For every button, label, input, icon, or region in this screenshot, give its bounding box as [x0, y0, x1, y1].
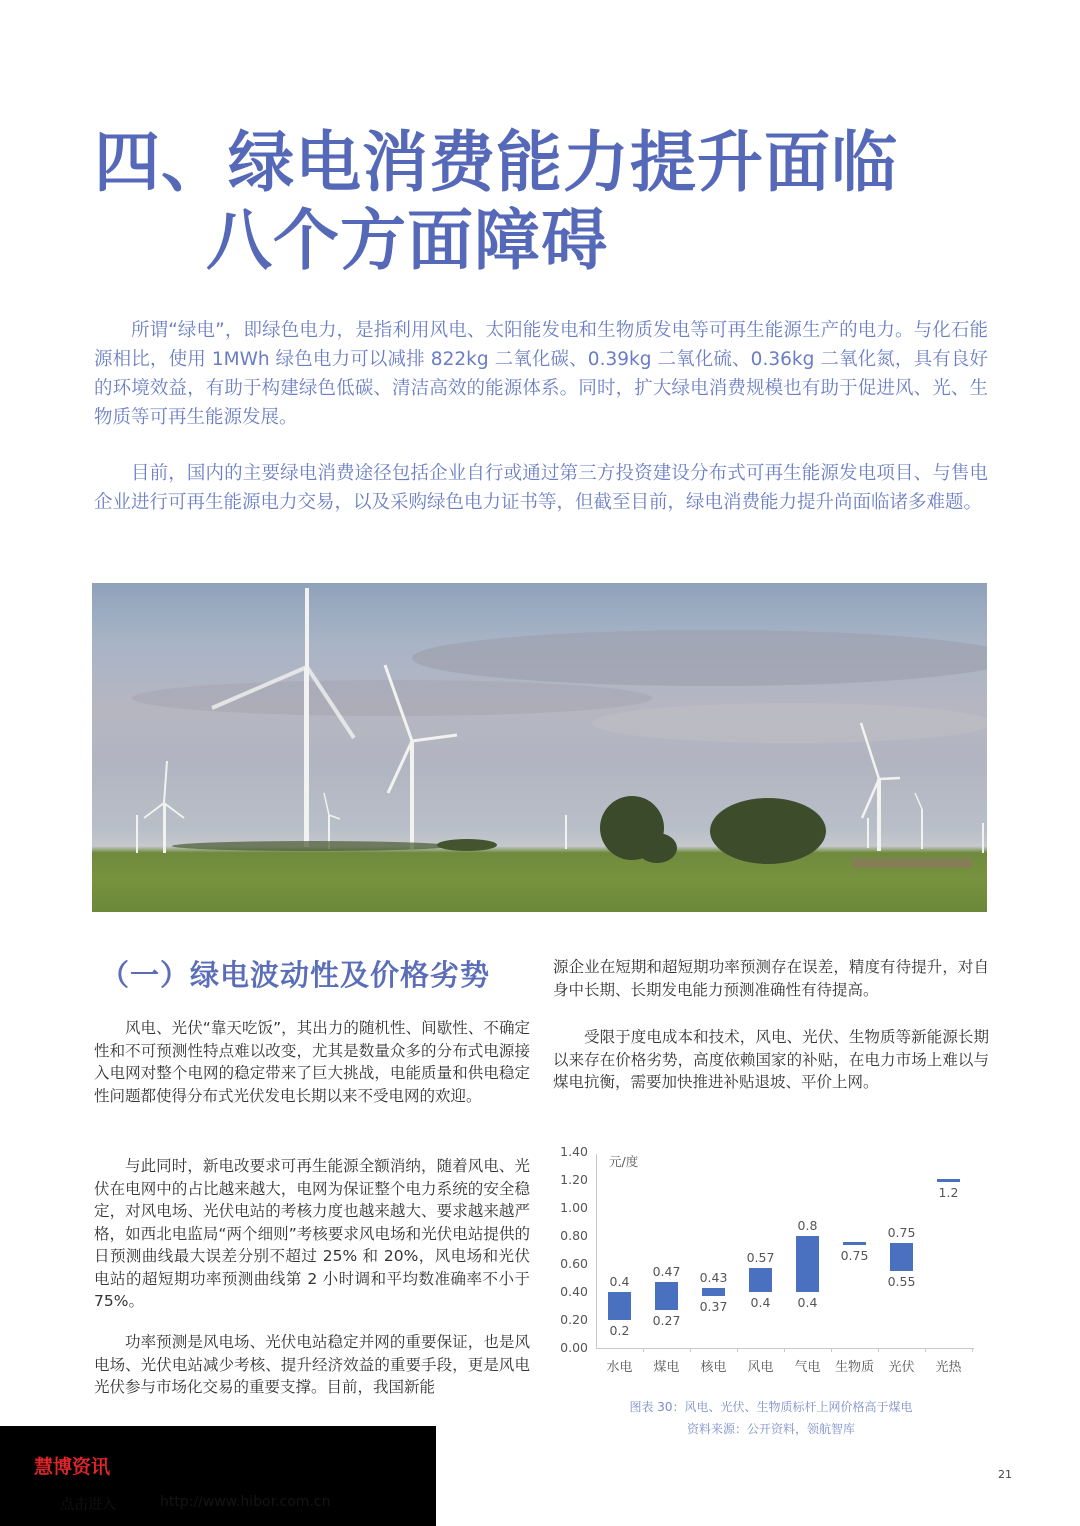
range-bar [937, 1179, 960, 1182]
x-axis [596, 1348, 974, 1349]
x-tick-label: 煤电 [653, 1360, 680, 1375]
y-tick-label: 0.20 [560, 1312, 588, 1327]
x-tick-mark [690, 1348, 691, 1352]
wind-farm-photo [92, 583, 987, 912]
bar-high-label: 0.57 [746, 1250, 775, 1266]
right-paragraph-2: 受限于度电成本和技术，风电、光伏、生物质等新能源长期以来存在价格劣势，高度依赖国家的补贴，在电力市场上难以与煤电抗衡，需要加快推进补贴退坡、平价上网。 [553, 1028, 989, 1091]
x-tick-label: 光伏 [888, 1360, 915, 1375]
wind-turbines-illustration [92, 583, 987, 912]
range-bar [796, 1236, 819, 1292]
bar-low-label: 0.37 [699, 1299, 728, 1315]
chart-source: 资料来源：公开资料，领航智库 [686, 1422, 855, 1436]
left-paragraph-3: 功率预测是风电场、光伏电站稳定并网的重要保证，也是风电场、光伏电站减少考核、提升经济效益的重要手段，更是风电光伏参与市场化交易的重要支撑。目前，我国新能 [94, 1333, 530, 1396]
range-bar [702, 1288, 725, 1296]
price-range-chart [548, 1140, 988, 1380]
x-tick-label: 水电 [606, 1360, 633, 1375]
y-tick-label: 0.40 [560, 1284, 588, 1299]
y-tick-label: 0.60 [560, 1256, 588, 1271]
chart-caption: 图表 30：风电、光伏、生物质标杆上网价格高于煤电 [629, 1400, 913, 1414]
range-bar [890, 1243, 913, 1271]
x-tick-mark [925, 1348, 926, 1352]
x-tick-mark [784, 1348, 785, 1352]
x-tick-label: 风电 [747, 1360, 774, 1375]
x-tick-mark [831, 1348, 832, 1352]
y-axis [596, 1154, 597, 1348]
y-tick-label: 1.20 [560, 1172, 588, 1187]
range-bar [843, 1242, 866, 1245]
x-tick-mark [878, 1348, 879, 1352]
y-tick-label: 0.80 [560, 1228, 588, 1243]
bar-low-label: 0.27 [652, 1313, 681, 1329]
intro-paragraph-1: 所谓“绿电”，即绿色电力，是指利用风电、太阳能发电和生物质发电等可再生能源生产的电力。与化石能源相比，使用 1MWh 绿色电力可以减排 822kg 二氧化碳、0.39kg 二氧化硫、0.36kg 二氧化氮，具有良好的环境效益，有助于构建绿色低碳、清洁高效的能源体系。同时，扩大绿电消费规模也有助于促进风、光、生物质等可再生能源发展。 [94, 320, 988, 428]
intro-paragraph-2: 目前，国内的主要绿电消费途径包括企业自行或通过第三方投资建设分布式可再生能源发电项目、与售电企业进行可再生能源电力交易，以及采购绿色电力证书等，但截至目前，绿电消费能力提升尚面临诸多难题。 [94, 463, 988, 513]
page-number: 21 [998, 1468, 1012, 1481]
bar-high-label: 0.43 [699, 1269, 728, 1285]
y-tick-label: 1.00 [560, 1200, 588, 1215]
x-tick-mark [643, 1348, 644, 1352]
x-tick-mark [972, 1348, 973, 1352]
bar-low-label: 0.4 [750, 1295, 771, 1310]
bar-low-label: 0.75 [840, 1247, 869, 1263]
left-paragraph-1: 风电、光伏“靠天吃饭”，其出力的随机性、间歇性、不确定性和不可预测性特点难以改变，尤其是数量众多的分布式电源接入电网对整个电网的稳定带来了巨大挑战，电能质量和供电稳定性问题都使得分布式光伏发电长期以来不受电网的欢迎。 [94, 1019, 530, 1105]
watermark-banner[interactable] [0, 1426, 436, 1526]
y-tick-label: 1.40 [560, 1144, 588, 1159]
bar-low-label: 0.4 [797, 1295, 818, 1310]
x-tick-label: 核电 [700, 1360, 727, 1375]
watermark-enter-link[interactable]: 点击进入 [60, 1497, 116, 1513]
title-line-2: 八个方面障碍 [206, 202, 608, 279]
x-tick-mark [737, 1348, 738, 1352]
y-axis-unit: 元/度 [609, 1154, 639, 1169]
range-bar [608, 1292, 631, 1320]
section-title: （一）绿电波动性及价格劣势 [100, 958, 491, 992]
range-bar [655, 1282, 678, 1310]
bar-high-label: 0.75 [887, 1225, 916, 1240]
bar-high-label: 0.8 [797, 1218, 818, 1233]
y-tick-label: 0.00 [560, 1340, 588, 1355]
left-paragraph-2: 与此同时，新电改要求可再生能源全额消纳，随着风电、光伏在电网中的占比越来越大，电网为保证整个电力系统的安全稳定，对风电场、光伏电站的考核力度也越来越大、要求越来越严格，如西北电监局“两个细则”考核要求风电场和光伏电站提供的日预测曲线最大误差分别不超过 25% 和 20%，风电场和光伏电站的超短期功率预测曲线第 2 小时调和平均数准确率不小于 75%。 [94, 1157, 530, 1310]
title-line-1: 四、绿电消费能力提升面临 [94, 124, 898, 201]
x-tick-label: 光热 [935, 1360, 962, 1375]
right-paragraph-1: 源企业在短期和超短期功率预测存在误差，精度有待提升，对自身中长期、长期发电能力预测准确性有待提高。 [553, 958, 989, 999]
bar-low-label: 0.2 [609, 1323, 630, 1338]
x-tick-label: 气电 [794, 1360, 821, 1375]
x-tick-label: 生物质 [834, 1360, 874, 1375]
watermark-url[interactable]: http://www.hibor.com.cn [160, 1494, 331, 1510]
page-title [94, 124, 898, 280]
range-bar [749, 1268, 772, 1292]
bar-high-label: 0.4 [609, 1274, 630, 1289]
bar-high-label: 0.47 [652, 1264, 681, 1280]
watermark-brand: 慧博资讯 [34, 1456, 111, 1478]
bar-low-label: 0.55 [887, 1274, 916, 1289]
bar-low-label: 1.2 [938, 1184, 959, 1200]
